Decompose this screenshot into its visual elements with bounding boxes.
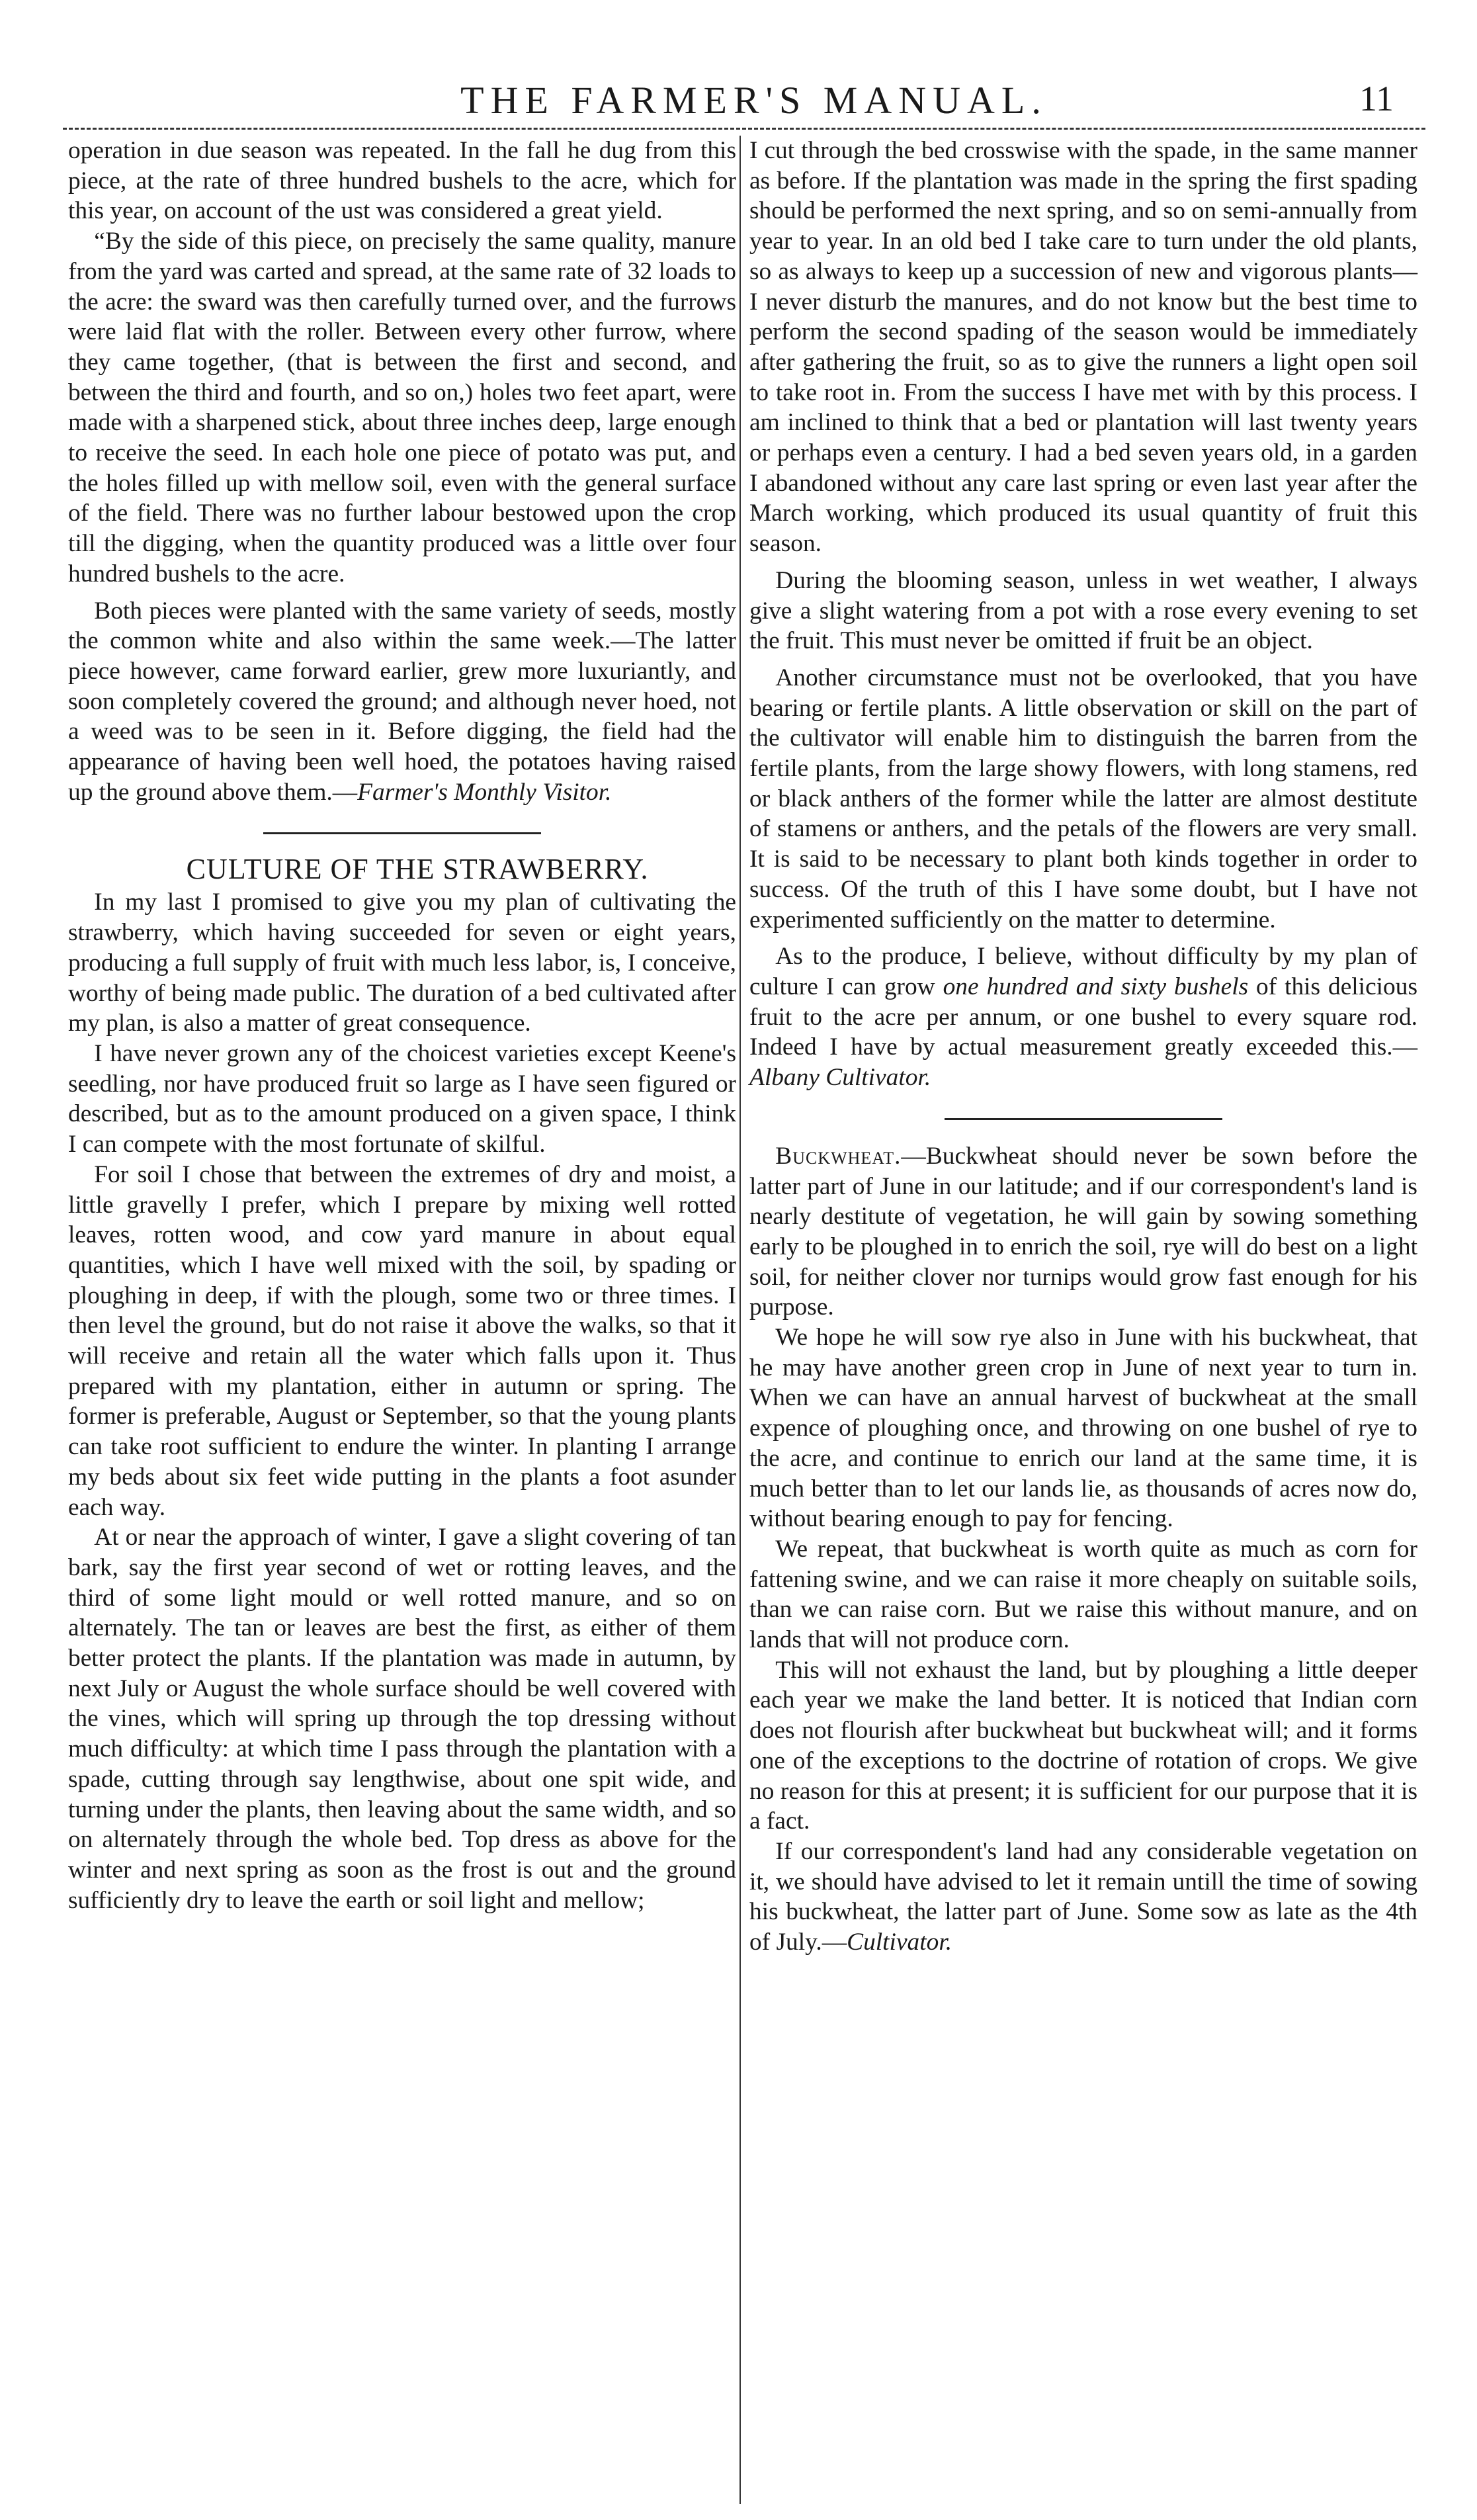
column-divider [739, 136, 741, 2504]
paragraph-buckwheat-intro [749, 1141, 1417, 1323]
paragraph-buckwheat-correspondent [749, 1837, 1417, 1958]
paragraph-strawberry-varieties: I have never grown any of the choicest varieties except Keene's seedling, nor have produced fruit so large as I have seen figured or described, but as to the amount produced on a given space, I think I can compete with the most fortunate of skilful. [68, 1039, 736, 1158]
paragraph-strawberry-blooming: During the blooming season, unless in wet weather, I always give a slight watering from a pot with a rose every evening to set the fruit. This must never be omitted if fruit be an object. [749, 566, 1417, 655]
buckwheat-lead: Buckwheat. [775, 1142, 902, 1170]
section-divider-rule [945, 1118, 1222, 1120]
paragraph-buckwheat-rye: We hope he will sow rye also in June with his buckwheat, that he may have another green crop in June of next year to turn in. When we can have an annual harvest of buckwheat at the small expence of ploughing once, and throwing on one bushel of rye to the acre, and continue to enrich our land at the same time, it is much better than to let our lands lie, as thousands of acres now do, without bearing enough to pay for fencing. [749, 1324, 1417, 1533]
paragraph-strawberry-winter: At or near the approach of winter, I gave a slight covering of tan bark, say the first year second of wet or rotting leaves, and the third of some light mould or well rotted manure, and so on alternately. The tan or leaves are best the first, as either of them better protect the plants. If the plantation was made in autumn, by next July or August the whole surface should be well covered with the vines, which will spring up through the top dressing without much difficulty: at which time I pass through the plantation with a spade, cutting through say lengthwise, about one spit wide, and turning under the plants, then leaving about the same width, and so on alternately through the whole bed. Top dress as above for the winter and next spring as soon as the frost is out and the ground sufficiently dry to leave the earth or soil light and mellow; [68, 1524, 736, 1914]
source-credit-albany-cultivator: Albany Cultivator. [749, 1064, 931, 1092]
produce-text-after: of this delicious fruit to the acre per annum, or one bushel to every square rod. Indeed I have by actual measurement greatly exceeded this.— [749, 973, 1417, 1061]
paragraph-strawberry-fertile-plants: Another circumstance must not be overlooked, that you have bearing or fertile plants. A little observation or skill on the part of the cultivator will enable him to distinguish the barren from the fertile plants, from the large showy flowers, with long stamens, red or black anthers of the former while the latter are almost destitute of stamens or anthers, and the petals of the flowers are very small. It is said to be necessary to plant both kinds together in order to success. Of the truth of this I have some doubt, but I have not experimented sufficiently on the matter to determine. [749, 664, 1417, 934]
potato-comparison-text: Both pieces were planted with the same variety of seeds, mostly the common white and also within the same week.—The latter piece however, came forward earlier, grew more luxuriantly, and soon completely covered the ground; and although never hoed, not a weed was to be seen in it. Before digging, the field had the appearance of having been well hoed, the potatoes having raised up the ground above them.— [68, 597, 736, 806]
produce-text-before: As to the produce, I believe, without difficulty by my plan of culture I can grow [749, 943, 1417, 1000]
produce-emphasis: one hundred and sixty bushels [943, 973, 1249, 1000]
paragraph-potato-second-piece: “By the side of this piece, on precisely the same quality, manure from the yard was carted and spread, at the same rate of 32 loads to the acre: the sward was then carefully turned over, and the furrows were laid flat with the roller. Between every other furrow, where they came together, (that is between the first and second, and between the third and fourth, and so on,) holes two feet apart, were made with a sharpened stick, about three inches deep, large enough to receive the seed. In each hole one piece of potato was put, and the holes filled up with mellow soil, even with the general surface of the field. There was no further labour bestowed upon the crop till the digging, when the quantity produced was a little over four hundred bushels to the acre. [68, 228, 736, 587]
paragraph-strawberry-crosswise: I cut through the bed crosswise with the spade, in the same manner as before. If the plantation was made in the spring the first spading should be performed the next spring, and so on semi-annually from year to year. In an old bed I take care to turn under the old plants, so as always to keep up a succession of new and vigorous plants—I never disturb the manures, and do not know but the best time to perform the second spading of the season would be immediately after gathering the fruit, so as to give the runners a light open soil to take root in. From the success I have met with by this process. I am inclined to think that a bed or plantation will last twenty years or perhaps even a century. I had a bed seven years old, in a garden I abandoned without any care last spring or even last year after the March working, which produced its usual quantity of fruit this season. [749, 137, 1417, 558]
running-title: THE FARMER'S MANUAL. [460, 79, 1048, 122]
header-rule [63, 128, 1425, 130]
paragraph-buckwheat-swine: We repeat, that buckwheat is worth quite as much as corn for fattening swine, and we can raise it more cheaply on suitable soils, than we can raise corn. But we raise this without manure, and on lands that will not produce corn. [749, 1535, 1417, 1654]
right-column [749, 136, 1417, 1958]
left-column [68, 136, 736, 1915]
source-credit-cultivator: Cultivator. [847, 1929, 952, 1956]
paragraph-strawberry-produce [749, 941, 1417, 1093]
paragraph-strawberry-soil: For soil I chose that between the extremes of dry and moist, a little gravelly I prefer, which I prepare by mixing well rotted leaves, rotten wood, and cow yard manure in about equal quantities, which I have well mixed with the soil, by spading or ploughing in deep, if with the plough, some two or three times. I then level the ground, but do not raise it above the walks, so that it will receive and retain all the water which falls upon it. Thus prepared with my plantation, either in autumn or spring. The former is preferable, August or September, so that the young plants can take root sufficient to endure the winter. In planting I arrange my beds about six feet wide putting in the plants a foot asunder each way. [68, 1160, 736, 1521]
page-number: 11 [1359, 79, 1394, 118]
section-divider-rule [263, 832, 541, 834]
correspondent-text: If our correspondent's land had any considerable vegetation on it, we should have advised to let it remain untill the time of sowing his buckwheat, the latter part of June. Some sow as late as the 4th of July.— [749, 1837, 1417, 1956]
paragraph-strawberry-intro: In my last I promised to give you my plan of cultivating the strawberry, which having succeeded for seven or eight years, producing a full supply of fruit with much less labor, is, I conceive, worthy of being made public. The duration of a bed cultivated after my plan, is also a matter of great consequence. [68, 889, 736, 1037]
paragraph-buckwheat-exhaust: This will not exhaust the land, but by ploughing a little deeper each year we make the land better. It is noticed that Indian corn does not flourish after buckwheat but buckwheat will; and it forms one of the exceptions to the doctrine of rotation of crops. We give no reason for this at present; it is sufficient for our purpose that it is a fact. [749, 1656, 1417, 1835]
buckwheat-intro-text: —Buckwheat should never be sown before the latter part of June in our latitude; and if our correspondent's land is nearly destitute of vegetation, he will gain by sowing something early to be ploughed in to enrich the soil, rye will do best on a light soil, for neither clover nor turnips would grow fast enough for his purpose. [749, 1142, 1417, 1321]
paragraph-potato-continued: operation in due season was repeated. In the fall he dug from this piece, at the rate of three hundred bushels to the acre, which for this year, on account of the ust was considered a great yield. [68, 137, 736, 225]
paragraph-potato-comparison [68, 596, 736, 808]
source-credit-farmers-monthly-visitor: Farmer's Monthly Visitor. [357, 778, 612, 806]
strawberry-heading: CULTURE OF THE STRAWBERRY. [186, 853, 649, 886]
